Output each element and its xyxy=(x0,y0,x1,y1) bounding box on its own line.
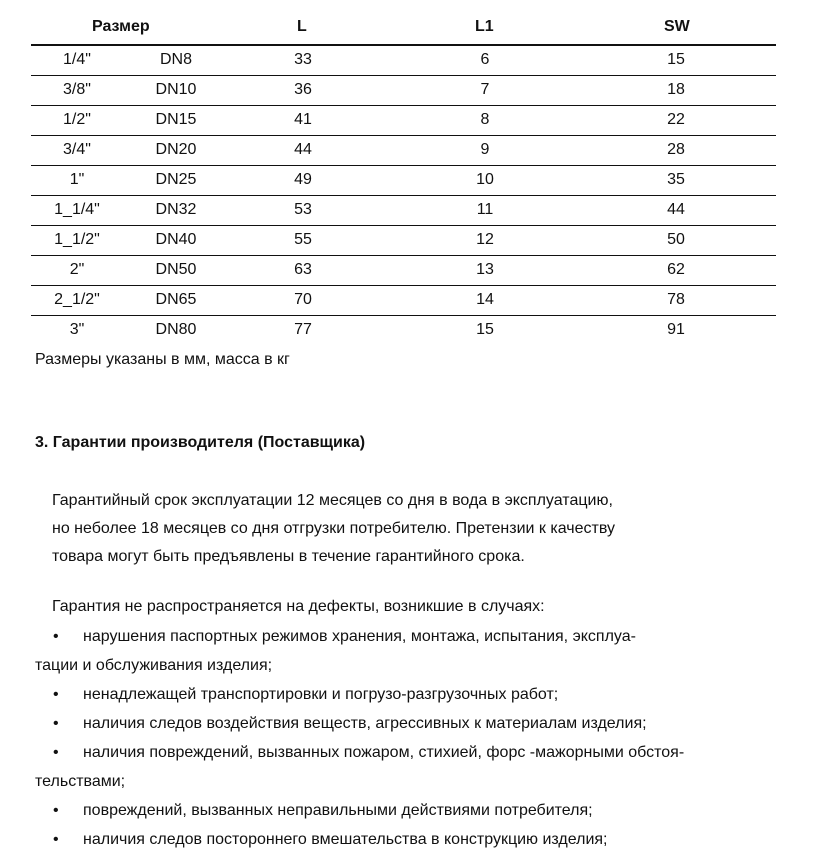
bullet-icon: • xyxy=(53,802,59,819)
cell-sw: 15 xyxy=(667,51,685,68)
table-row xyxy=(31,166,776,196)
cell-l1: 9 xyxy=(480,141,490,158)
cell-l: 49 xyxy=(294,171,312,188)
cell-inch: 3/4" xyxy=(63,141,91,158)
list-item-continuation: тельствами; xyxy=(35,773,126,790)
cell-inch: 1_1/2" xyxy=(54,231,100,248)
bullet-icon: • xyxy=(53,744,59,761)
cell-l: 33 xyxy=(294,51,312,68)
cell-l1: 15 xyxy=(476,321,494,338)
cell-dn: DN25 xyxy=(155,171,197,188)
cell-dn: DN20 xyxy=(155,141,197,158)
paragraph-line: Гарантийный срок эксплуатации 12 месяцев со дня в вода в эксплуатацию, xyxy=(52,492,613,509)
table-row xyxy=(31,286,776,316)
list-item-continuation: тации и обслуживания изделия; xyxy=(35,657,273,674)
bullet-icon: • xyxy=(53,686,59,703)
cell-inch: 1" xyxy=(69,171,85,188)
list-item xyxy=(35,825,795,854)
exceptions-list xyxy=(35,622,795,854)
header-size: Размер xyxy=(92,18,150,35)
cell-dn: DN32 xyxy=(155,201,197,218)
table-body xyxy=(31,46,776,345)
cell-l1: 7 xyxy=(480,81,490,98)
cell-inch: 1/4" xyxy=(63,51,91,68)
cell-sw: 62 xyxy=(667,261,685,278)
cell-l1: 12 xyxy=(476,231,494,248)
cell-l: 44 xyxy=(294,141,312,158)
bullet-icon: • xyxy=(53,715,59,732)
exceptions-intro: Гарантия не распространяется на дефекты, возникшие в случаях: xyxy=(52,598,545,615)
cell-l: 55 xyxy=(294,231,312,248)
cell-dn: DN10 xyxy=(155,81,197,98)
cell-l: 53 xyxy=(294,201,312,218)
cell-l1: 6 xyxy=(480,51,490,68)
header-sw: SW xyxy=(664,18,690,35)
cell-l: 70 xyxy=(294,291,312,308)
cell-dn: DN80 xyxy=(155,321,197,338)
cell-l: 77 xyxy=(294,321,312,338)
list-item-text: наличия повреждений, вызванных пожаром, стихией, форс -мажорными обстоя- xyxy=(83,744,685,761)
cell-l1: 11 xyxy=(476,201,494,218)
cell-inch: 2_1/2" xyxy=(54,291,100,308)
list-item-text: наличия следов воздействия веществ, агрессивных к материалам изделия; xyxy=(83,715,647,732)
cell-inch: 1/2" xyxy=(63,111,91,128)
cell-l: 63 xyxy=(294,261,312,278)
cell-sw: 78 xyxy=(667,291,685,308)
table-header xyxy=(31,10,776,46)
cell-inch: 3" xyxy=(69,321,85,338)
cell-sw: 18 xyxy=(667,81,685,98)
paragraph-line: товара могут быть предъявлены в течение гарантийного срока. xyxy=(52,548,525,565)
list-item xyxy=(35,622,795,680)
list-item xyxy=(35,738,795,796)
cell-l1: 13 xyxy=(476,261,494,278)
cell-l: 36 xyxy=(294,81,312,98)
table-row xyxy=(31,256,776,286)
table-row xyxy=(31,76,776,106)
section-heading: 3. Гарантии производителя (Поставщика) xyxy=(35,434,366,451)
bullet-icon: • xyxy=(53,831,59,848)
cell-l1: 8 xyxy=(480,111,490,128)
cell-inch: 2" xyxy=(69,261,85,278)
cell-sw: 28 xyxy=(667,141,685,158)
cell-dn: DN50 xyxy=(155,261,197,278)
cell-sw: 91 xyxy=(667,321,685,338)
table-row xyxy=(31,226,776,256)
cell-l1: 14 xyxy=(476,291,494,308)
cell-l1: 10 xyxy=(476,171,494,188)
cell-sw: 44 xyxy=(667,201,685,218)
cell-inch: 3/8" xyxy=(63,81,91,98)
cell-dn: DN65 xyxy=(155,291,197,308)
list-item-text: наличия следов постороннего вмешательства в конструкцию изделия; xyxy=(83,831,608,848)
bullet-icon: • xyxy=(53,628,59,645)
header-l1: L1 xyxy=(475,18,494,35)
paragraph-line: но неболее 18 месяцев со дня отгрузки потребителю. Претензии к качеству xyxy=(52,520,615,537)
cell-l: 41 xyxy=(294,111,312,128)
table-row xyxy=(31,136,776,166)
cell-inch: 1_1/4" xyxy=(54,201,100,218)
cell-sw: 35 xyxy=(667,171,685,188)
header-l: L xyxy=(297,18,307,35)
table-row xyxy=(31,196,776,226)
cell-dn: DN8 xyxy=(159,51,192,68)
table-row xyxy=(31,46,776,76)
list-item-text: нарушения паспортных режимов хранения, монтажа, испытания, эксплуа- xyxy=(83,628,636,645)
table-row xyxy=(31,106,776,136)
cell-dn: DN40 xyxy=(155,231,197,248)
cell-dn: DN15 xyxy=(155,111,197,128)
cell-sw: 50 xyxy=(667,231,685,248)
units-note: Размеры указаны в мм, масса в кг xyxy=(35,351,290,368)
list-item xyxy=(35,680,795,709)
dimensions-table xyxy=(31,10,776,345)
list-item xyxy=(35,709,795,738)
list-item-text: повреждений, вызванных неправильными действиями потребителя; xyxy=(83,802,593,819)
list-item xyxy=(35,796,795,825)
list-item-text: ненадлежащей транспортировки и погрузо-разгрузочных работ; xyxy=(83,686,559,703)
warranty-paragraph xyxy=(52,487,615,571)
table-row xyxy=(31,316,776,345)
cell-sw: 22 xyxy=(667,111,685,128)
